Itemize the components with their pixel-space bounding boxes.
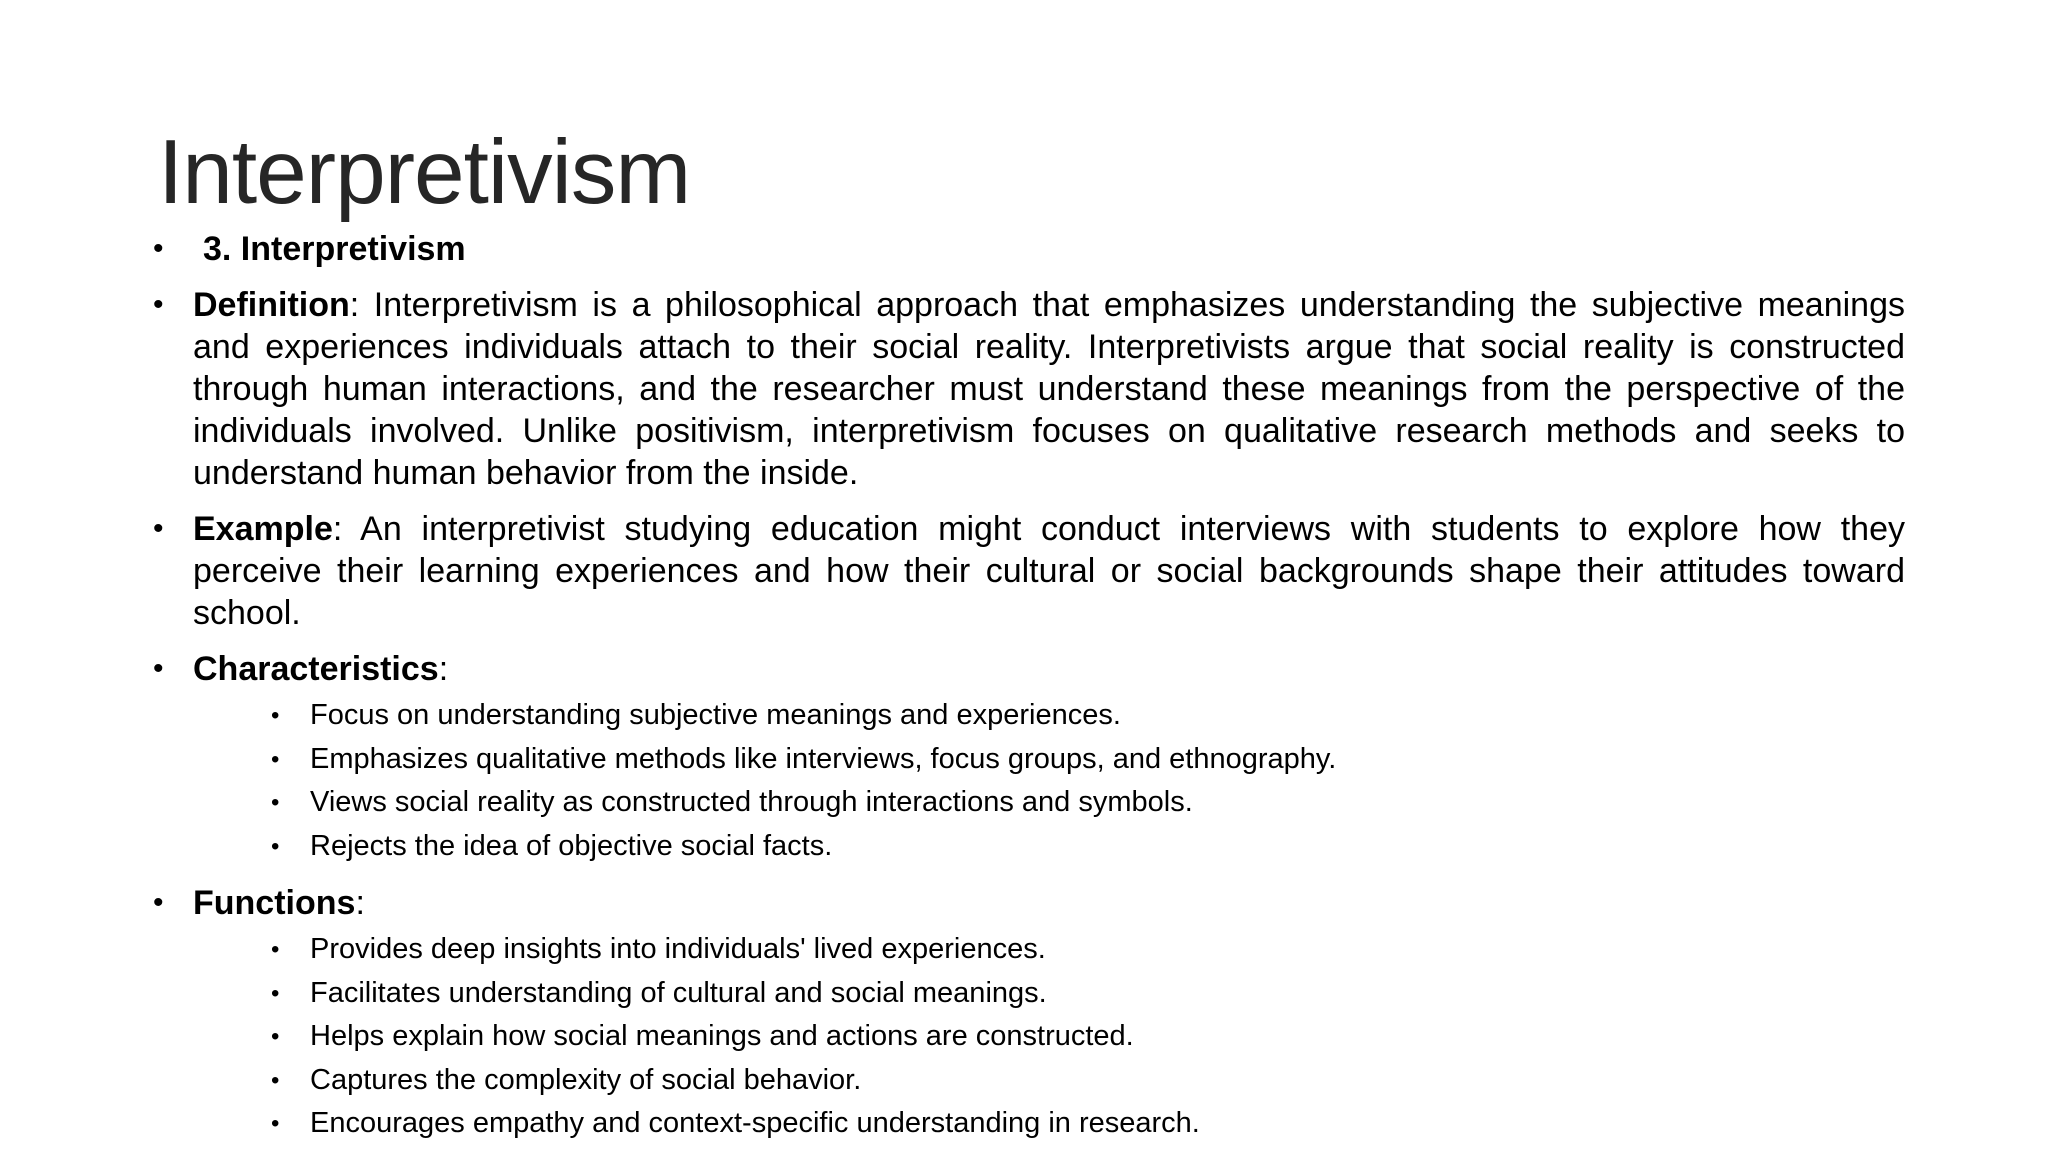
list-item-text: Views social reality as constructed through interactions and symbols. (310, 786, 1193, 818)
bullet-characteristics (148, 648, 1905, 868)
bullet-example (148, 508, 1905, 634)
bullet-definition (148, 284, 1905, 494)
list-item-text: Rejects the idea of objective social facts. (310, 829, 833, 862)
functions-list (193, 928, 1905, 1146)
list-item (193, 781, 1905, 825)
characteristics-list (193, 694, 1905, 868)
list-item-text: Provides deep insights into individuals' lived experiences. (310, 933, 1046, 965)
bullet-icon: • (153, 232, 164, 265)
list-item-text: Focus on understanding subjective meanings and experiences. (310, 699, 1121, 731)
list-item (193, 738, 1905, 782)
example-text: An interpretivist studying education might conduct interviews with students to explore how they perceive their learning experiences and how their cultural or social backgrounds shape their attitudes toward school. (193, 510, 1905, 632)
bullet-icon: • (271, 702, 280, 729)
list-item (193, 1059, 1905, 1103)
section-heading: 3. Interpretivism (203, 230, 466, 268)
list-item-text: Encourages empathy and context-specific understanding in research. (310, 1107, 1200, 1139)
characteristics-separator: : (438, 650, 449, 688)
list-item (193, 1102, 1905, 1146)
definition-text: Interpretivism is a philosophical approach that emphasizes understanding the subjective meanings and experiences individuals attach to their social reality. Interpretivists argue that social reality is constructed through human interactions, and the researcher must understand these meanings from the perspective of the individuals involved. Unlike positivism, interpretivism focuses on qualitative research methods and seeks to understand human behavior from the inside. (193, 286, 1905, 492)
slide-body (148, 228, 1905, 1146)
example-term: Example (193, 510, 333, 548)
example-separator: : (332, 510, 343, 548)
bullet-icon: • (271, 1066, 280, 1094)
functions-term: Functions (193, 884, 356, 922)
list-item (193, 972, 1905, 1016)
bullet-icon: • (153, 652, 164, 685)
bullet-icon: • (271, 979, 280, 1007)
bullet-icon: • (153, 288, 164, 321)
bullet-icon: • (153, 512, 164, 545)
list-item-text: Facilitates understanding of cultural and social meanings. (310, 976, 1047, 1009)
bullet-icon: • (271, 936, 280, 963)
list-item (193, 694, 1905, 738)
list-item (193, 928, 1905, 972)
list-item (193, 1015, 1905, 1059)
bullet-icon: • (271, 1110, 280, 1137)
bullet-icon: • (271, 745, 280, 773)
list-item-text: Captures the complexity of social behavior. (310, 1063, 862, 1096)
definition-separator: : (349, 286, 360, 324)
bullet-icon: • (271, 832, 280, 860)
bullet-heading (148, 228, 1905, 270)
bullet-icon: • (271, 789, 280, 816)
characteristics-term: Characteristics (193, 650, 439, 688)
bullet-icon: • (153, 886, 164, 919)
functions-separator: : (355, 884, 365, 922)
list-item (193, 825, 1905, 869)
slide-title: Interpretivism (158, 122, 691, 223)
bullet-icon: • (271, 1023, 280, 1050)
definition-term: Definition (193, 286, 350, 324)
list-item-text: Helps explain how social meanings and actions are constructed. (310, 1020, 1134, 1052)
bullet-functions (148, 882, 1905, 1146)
list-item-text: Emphasizes qualitative methods like interviews, focus groups, and ethnography. (310, 742, 1337, 775)
